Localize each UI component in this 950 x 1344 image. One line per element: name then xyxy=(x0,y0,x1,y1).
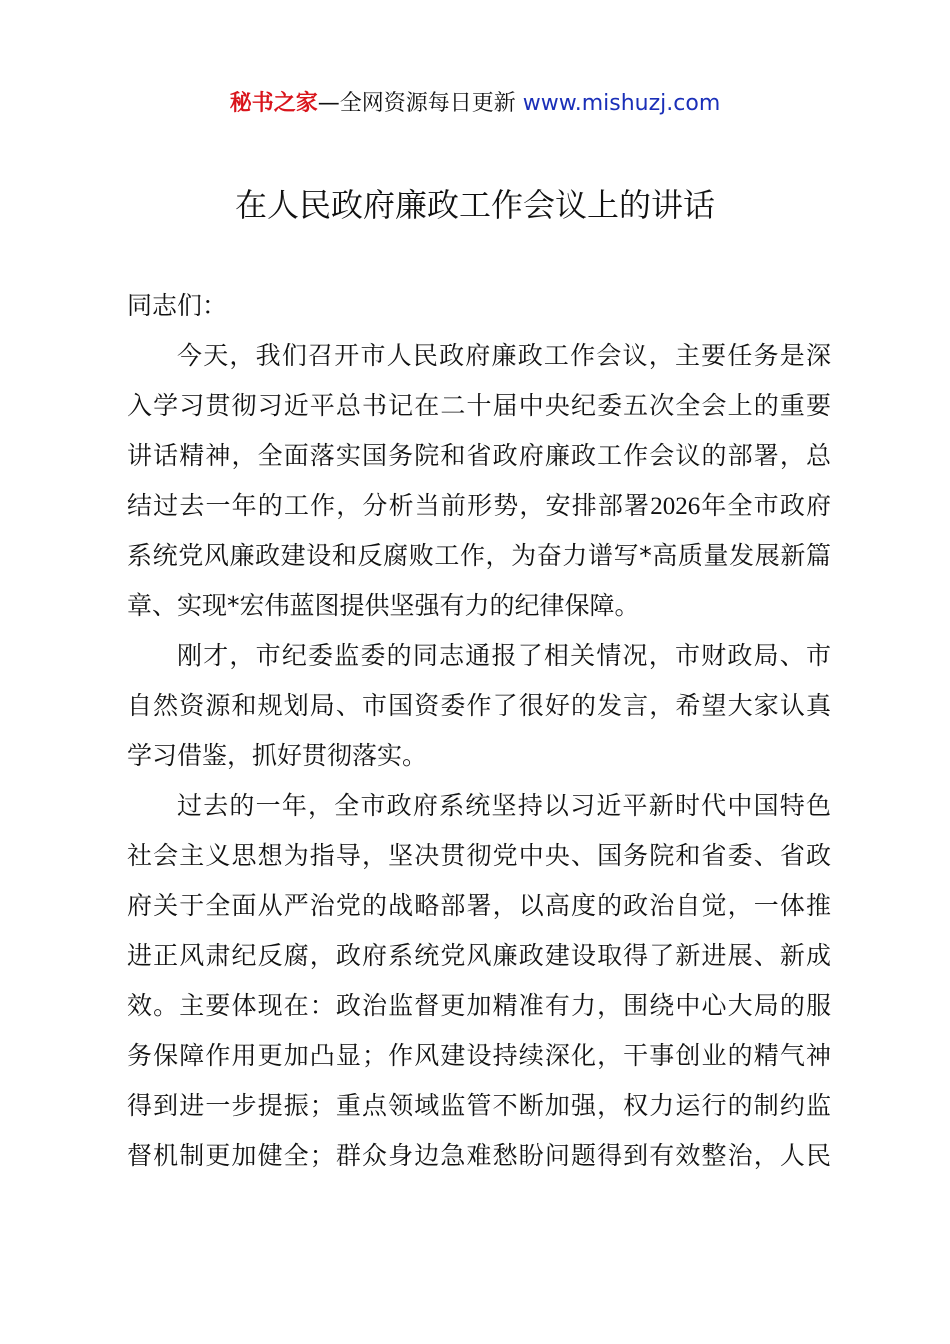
paragraph-line: 今天，我们召开市人民政府廉政工作会议，主要任务是深 xyxy=(177,341,831,370)
site-header xyxy=(0,88,950,120)
document-title: 在人民政府廉政工作会议上的讲话 xyxy=(234,186,715,224)
paragraph-line: 章、实现*宏伟蓝图提供坚强有力的纪律保障。 xyxy=(127,591,640,620)
site-url-link[interactable]: www.mishuzj.com xyxy=(522,91,721,116)
paragraph-line: 系统党风廉政建设和反腐败工作，为奋力谱写*高质量发展新篇 xyxy=(127,541,831,570)
paragraph-3 xyxy=(127,781,831,1181)
year-number: 2026 xyxy=(650,493,701,520)
paragraph-2 xyxy=(127,631,831,781)
paragraph-line: 学习借鉴，抓好贯彻落实。 xyxy=(127,741,428,770)
paragraph-line: 督机制更加健全；群众身边急难愁盼问题得到有效整治，人民 xyxy=(127,1141,831,1170)
paragraph-line: 入学习贯彻习近平总书记在二十届中央纪委五次全会上的重要 xyxy=(127,391,831,420)
paragraph-1 xyxy=(127,331,831,631)
paragraph-line: 效。主要体现在：政治监督更加精准有力，围绕中心大局的服 xyxy=(127,991,831,1020)
site-brand: 秘书之家 xyxy=(229,91,318,116)
paragraph-line: 过去的一年，全市政府系统坚持以习近平新时代中国特色 xyxy=(177,791,831,820)
paragraph-line: 得到进一步提振；重点领域监管不断加强，权力运行的制约监 xyxy=(127,1091,831,1120)
paragraph-line: 讲话精神，全面落实国务院和省政府廉政工作会议的部署，总 xyxy=(127,441,831,470)
salutation: 同志们： xyxy=(127,291,228,320)
paragraph-line: 进正风肃纪反腐，政府系统党风廉政建设取得了新进展、新成 xyxy=(127,941,831,970)
line-text: 结过去一年的工作，分析当前形势，安排部署 xyxy=(127,491,651,520)
document-body xyxy=(127,281,831,1181)
site-tagline: —全网资源每日更新 xyxy=(317,91,523,116)
paragraph-line: 自然资源和规划局、市国资委作了很好的发言，希望大家认真 xyxy=(127,691,831,720)
paragraph-line: 社会主义思想为指导，坚决贯彻党中央、国务院和省委、省政 xyxy=(127,841,831,870)
line-text: 年全市政府 xyxy=(700,491,831,520)
paragraph-line: 刚才，市纪委监委的同志通报了相关情况，市财政局、市 xyxy=(177,641,831,670)
paragraph-line xyxy=(127,481,831,531)
paragraph-line: 府关于全面从严治党的战略部署，以高度的政治自觉，一体推 xyxy=(127,891,831,920)
paragraph-line: 务保障作用更加凸显；作风建设持续深化，干事创业的精气神 xyxy=(127,1041,831,1070)
